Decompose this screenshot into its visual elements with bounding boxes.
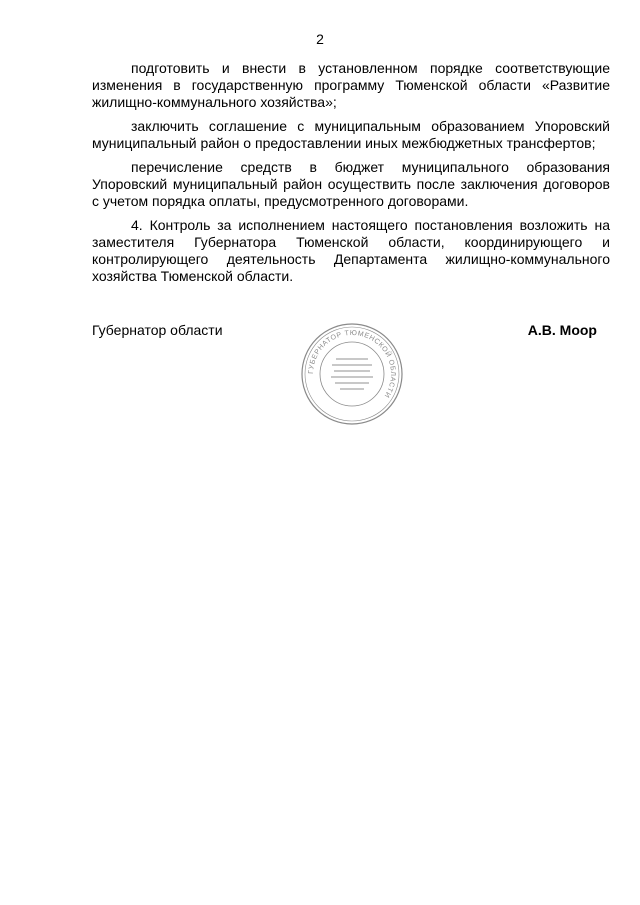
official-seal-stamp [300, 322, 404, 426]
paragraph-funds-transfer: перечисление средств в бюджет муниципального образования Упоровский муниципальный район осуществить после заключения договоров с учетом порядка оплаты, предусмотренного договорами. [92, 159, 610, 209]
paragraph-agreement: заключить соглашение с муниципальным образованием Упоровский муниципальный район о предоставлении иных межбюджетных трансфертов; [92, 118, 610, 151]
paragraph-program-changes: подготовить и внести в установленном порядке соответствующие изменения в государственную программу Тюменской области «Развитие жилищно-коммунального хозяйства»; [92, 60, 610, 110]
signatory-title: Губернатор области [92, 322, 223, 338]
page-number: 2 [316, 31, 324, 47]
signatory-name: А.В. Моор [527, 322, 597, 338]
seal-ring-text: ГУБЕРНАТОР ТЮМЕНСКОЙ ОБЛАСТИ [307, 329, 397, 399]
document-body [92, 60, 610, 292]
paragraph-control: 4. Контроль за исполнением настоящего постановления возложить на заместителя Губернатора Тюменской области, координирующего и контролирующего деятельность Департамента жилищно-коммунального хозяйства Тюменской области. [92, 217, 610, 284]
